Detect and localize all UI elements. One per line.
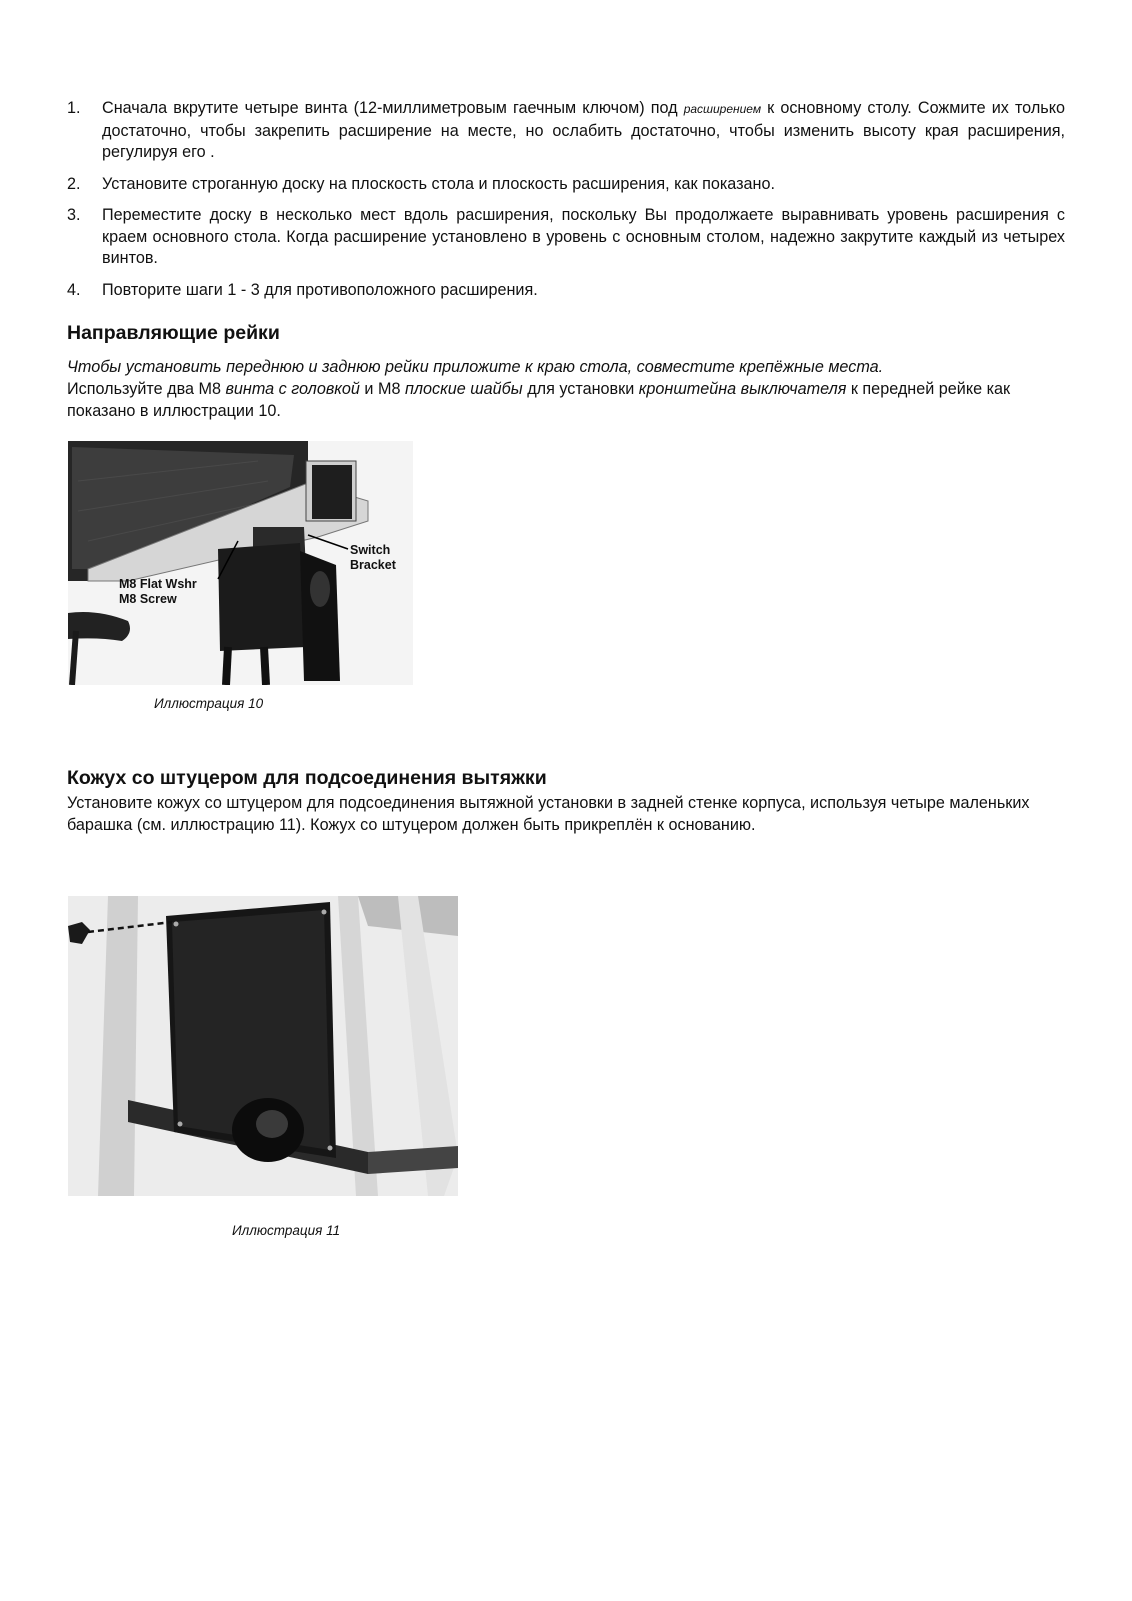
rails-intro-italic: Чтобы установить переднюю и заднюю рейки приложите к краю стола, совместите крепёжные места. [67, 358, 884, 376]
section-heading-rails: Направляющие рейки [67, 322, 280, 344]
section-heading-dust-hood: Кожух со штуцером для подсоединения вытяжки [67, 767, 547, 789]
label-bracket: Bracket [350, 558, 396, 572]
step-text: Повторите шаги 1 - 3 для противоположного расширения. [102, 280, 538, 299]
rails-text-italic: винта с головкой [225, 380, 360, 398]
label-flat-washer: M8 Flat Wshr [119, 577, 197, 591]
figure-10-caption: Иллюстрация 10 [154, 696, 264, 711]
figure-11-dust-hood [68, 896, 458, 1196]
assembly-steps-list [67, 98, 1065, 311]
list-item [67, 280, 1065, 302]
figure-11-caption: Иллюстрация 11 [232, 1223, 341, 1238]
step-text: Установите строганную доску на плоскость стола и плоскость расширения, как показано. [102, 174, 775, 193]
label-screw: M8 Screw [119, 592, 177, 606]
figure-10-switch-bracket [68, 441, 413, 685]
rails-text: для установки [522, 380, 639, 398]
list-item [67, 98, 1065, 164]
step-text-emphasis: расширением [683, 102, 762, 116]
rails-text: Используйте два М8 [67, 380, 226, 398]
rails-text-italic: плоские шайбы [404, 380, 523, 398]
step-text: к основному столу. Сожмите их только достаточно, чтобы закрепить расширение на месте, но ослабить достаточно, чтобы изменить высоту края расширения, регулируя его . [102, 99, 1065, 161]
step-text: Переместите доску в несколько мест вдоль расширения, поскольку Вы продолжаете выравнивать уровень расширения с краем основного стола. Когда расширение установлено в уровень с основным столом, надежно закрутите каждый из четырех винтов. [102, 206, 1065, 267]
step-number: 3. [67, 206, 81, 224]
rails-text-italic: кронштейна выключателя [638, 380, 847, 398]
step-number: 1. [67, 99, 81, 117]
list-item [67, 174, 1065, 196]
rails-text: к передней рейке как показано в иллюстрации 10. [67, 380, 1011, 420]
label-switch: Switch [350, 543, 391, 557]
rails-paragraph [67, 356, 1067, 422]
list-item [67, 205, 1065, 270]
step-number: 2. [67, 174, 81, 193]
rails-text: и М8 [359, 380, 405, 398]
dust-hood-paragraph: Установите кожух со штуцером для подсоединения вытяжной установки в задней стенке корпуса, используя четыре маленьких барашка (см. иллюстрацию 11). Кожух со штуцером должен быть прикреплён к основанию. [67, 794, 1030, 834]
step-text: Сначала вкрутите четыре винта (12-миллиметровым гаечным ключом) под [102, 99, 684, 117]
step-number: 4. [67, 280, 81, 299]
dust-hood-photo [68, 896, 458, 1196]
